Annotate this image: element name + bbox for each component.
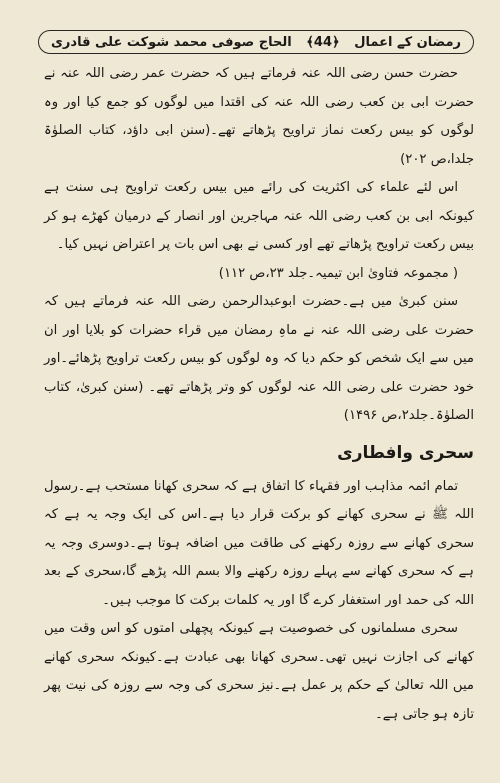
reference-citation: ( مجموعہ فتاویٰ ابن تیمیہ۔جلد ۲۳،ص ۱۱۲) (218, 265, 458, 281)
section-heading: سحری وافطاری (337, 442, 474, 463)
paragraph-2: اس لئے علماء کی اکثریت کی رائے میں بیس رکعت تراویح ہی سنت ہے کیونکہ ابی بن کعب رضی اللہ عنہ مہاجرین اور انصار کے درمیان کھڑے ہو کر بیس رکعت تراویح پڑھاتے تھے اور کسی نے بھی اس بات پر اعتراض نہیں کیا۔ (44, 180, 474, 252)
paragraph-5: سحری مسلمانوں کی خصوصیت ہے کیونکہ پچھلی امتوں کو اس وقت میں کھانے کی اجازت نہیں تھی۔سحری کھانا بھی عبادت ہے۔کیونکہ سحری کھانے میں اللہ تعالیٰ کے حکم پر عمل ہے۔نیز سحری کی وجہ سے روزہ کی نیت پھر تازہ ہو جاتی ہے۔ (44, 621, 474, 722)
paragraph-4: تمام ائمہ مذاہب اور فقہاء کا اتفاق ہے کہ سحری کھانا مستحب ہے۔رسول اللہ ﷺ نے سحری کھانے کو برکت قرار دیا ہے۔اس کی ایک وجہ یہ ہے کہ سحری کھانے سے روزہ رکھنے کی طاقت میں اضافہ ہوتا ہے۔دوسری وجہ یہ ہے کہ سحری کھانے سے پہلے روزہ رکھنے والا بسم اللہ پڑھے گا،سحری کے بعد اللہ کی حمد اور استغفار کرے گا اور یہ کلمات برکت کا موجب ہیں۔ (44, 478, 474, 608)
page-number: ﴿44﴾ (306, 34, 340, 50)
paragraph-1: حضرت حسن رضی اللہ عنہ فرماتے ہیں کہ حضرت عمر رضی اللہ عنہ نے حضرت ابی بن کعب رضی اللہ عنہ کی اقتدا میں لوگوں کو جمع کیا اور وہ لوگوں کو بیس رکعت نماز تراویح پڑھاتے تھے۔(سنن ابی داؤد، کتاب الصلوٰۃ جلدا،ص ۲۰۲) (44, 66, 474, 167)
page-header (38, 30, 474, 54)
page-body (44, 60, 474, 729)
author-name: الحاج صوفی محمد شوکت علی قادری (51, 34, 292, 50)
paragraph-3: سنن کبریٰ میں ہے۔حضرت ابوعبدالرحمن رضی اللہ عنہ فرماتے ہیں کہ حضرت علی رضی اللہ عنہ نے ماہِ رمضان میں قراء حضرات کو بلایا اور ان میں سے ایک شخص کو حکم دیا کہ وہ لوگوں کو بیس رکعت تراویح پڑھائے۔اور خود حضرت علی رضی اللہ عنہ لوگوں کو وتر پڑھاتے تھے۔ (سنن کبریٰ، کتاب الصلوٰۃ۔جلد۲،ص ۱۴۹۶) (44, 294, 474, 423)
chapter-title: رمضان کے اعمال (354, 34, 461, 50)
